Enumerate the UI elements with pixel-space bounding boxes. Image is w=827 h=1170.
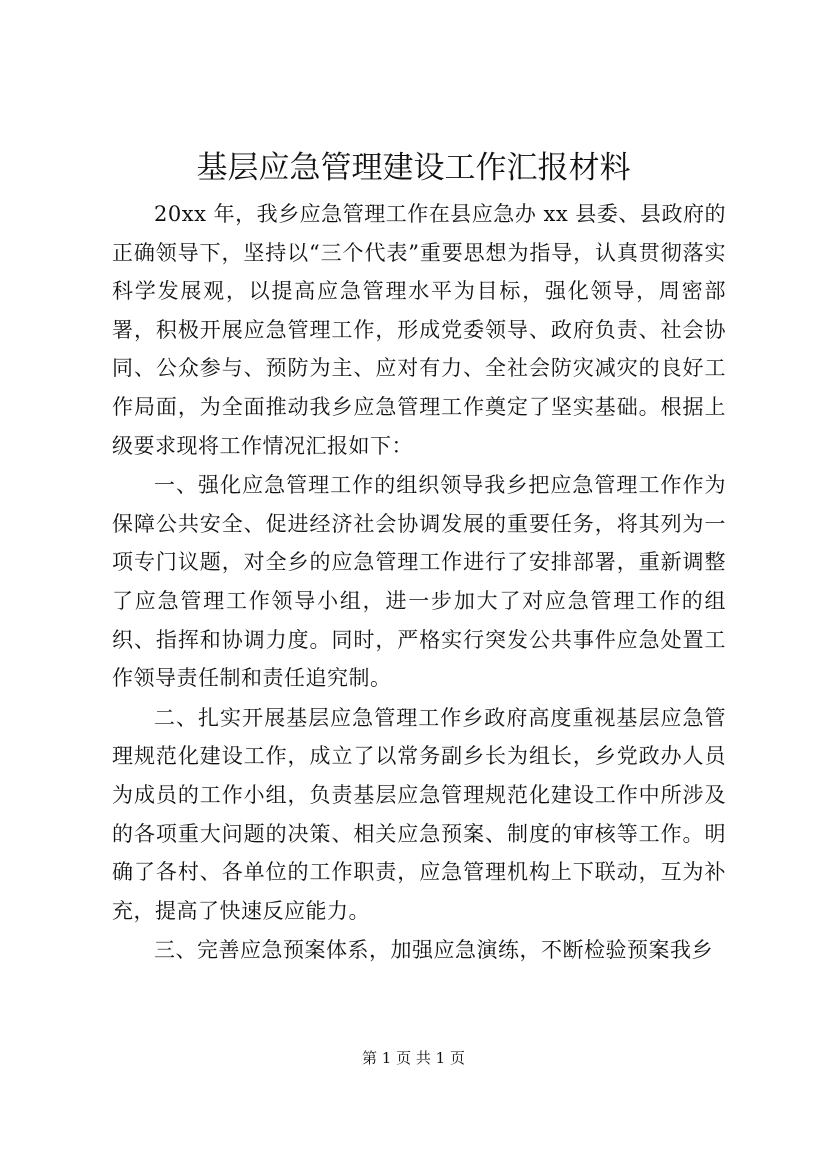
document-body [112,195,726,970]
page-number-footer: 第 1 页 共 1 页 [362,1049,465,1067]
paragraph-section-2: 二、扎实开展基层应急管理工作乡政府高度重视基层应急管理规范化建设工作，成立了以常务副乡长为组长，乡党政办人员为成员的工作小组，负责基层应急管理规范化建设工作中所涉及的各项重大问题的决策、相关应急预案、制度的审核等工作。明确了各村、各单位的工作职责，应急管理机构上下联动，互为补充，提高了快速反应能力。 [112,705,726,923]
paragraph-section-1: 一、强化应急管理工作的组织领导我乡把应急管理工作作为保障公共安全、促进经济社会协调发展的重要任务，将其列为一项专门议题，对全乡的应急管理工作进行了安排部署，重新调整了应急管理工作领导小组，进一步加大了对应急管理工作的组织、指挥和协调力度。同时，严格实行突发公共事件应急处置工作领导责任制和责任追究制。 [112,473,726,691]
paragraph-section-3: 三、完善应急预案体系，加强应急演练，不断检验预案我乡 [154,938,713,963]
document-title: 基层应急管理建设工作汇报材料 [196,150,631,186]
paragraph-intro: 20xx 年，我乡应急管理工作在县应急办 xx 县委、县政府的正确领导下，坚持以“三个代表”重要思想为指导，认真贯彻落实科学发展观，以提高应急管理水平为目标，强化领导，周密部署，积极开展应急管理工作，形成党委领导、政府负责、社会协同、公众参与、预防为主、应对有力、全社会防灾减灾的良好工作局面，为全面推动我乡应急管理工作奠定了坚实基础。根据上级要求现将工作情况汇报如下： [112,202,726,458]
